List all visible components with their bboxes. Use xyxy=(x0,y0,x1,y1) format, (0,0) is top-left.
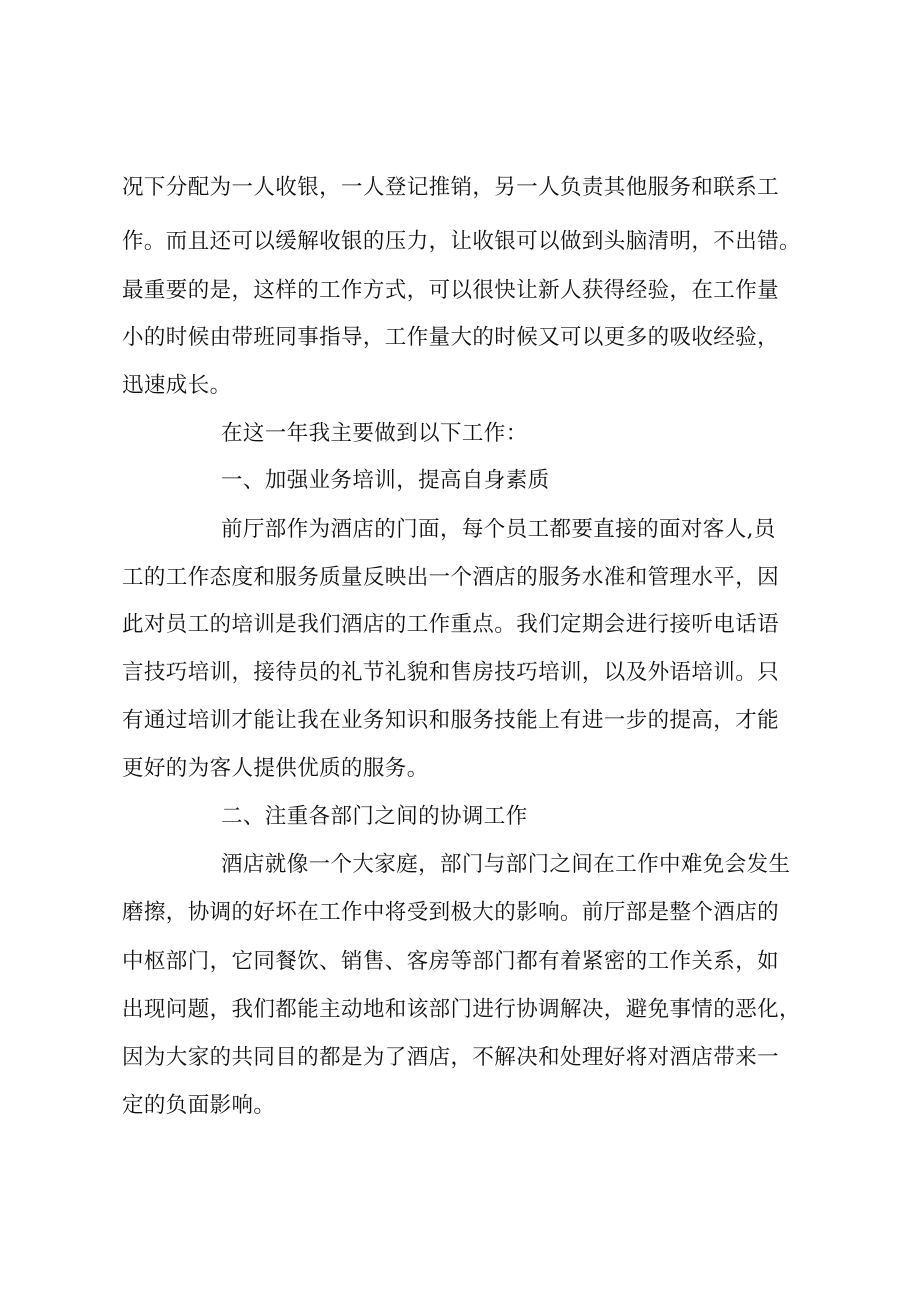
text-line: 最重要的是，这样的工作方式，可以很快让新人获得经验，在工作量 xyxy=(122,278,780,303)
text-line: 此对员工的培训是我们酒店的工作重点。我们定期会进行接听电话语 xyxy=(122,612,780,637)
text-line: 定的负面影响。 xyxy=(122,1093,276,1118)
text-line: 酒店就像一个大家庭，部门与部门之间在工作中难免会发生 xyxy=(221,852,791,877)
text-line: 更好的为客人提供优质的服务。 xyxy=(122,756,429,781)
text-line: 况下分配为一人收银，一人登记推销，另一人负责其他服务和联系工 xyxy=(122,175,780,200)
text-line: 有通过培训才能让我在业务知识和服务技能上有进一步的提高，才能 xyxy=(122,708,780,733)
text-line: 迅速成长。 xyxy=(122,373,232,398)
text-line: 因为大家的共同目的都是为了酒店，不解决和处理好将对酒店带来一 xyxy=(122,1045,780,1070)
section-heading-1: 一、加强业务培训，提高自身素质 xyxy=(221,468,550,493)
text-line: 工的工作态度和服务质量反映出一个酒店的服务水准和管理水平，因 xyxy=(122,565,780,590)
text-line: 中枢部门，它同餐饮、销售、客房等部门都有着紧密的工作关系，如 xyxy=(122,949,780,974)
text-line: 言技巧培训，接待员的礼节礼貌和售房技巧培训，以及外语培训。只 xyxy=(122,660,780,685)
text-line: 作。而且还可以缓解收银的压力，让收银可以做到头脑清明，不出错。 xyxy=(122,229,801,254)
text-line: 磨擦，协调的好坏在工作中将受到极大的影响。前厅部是整个酒店的 xyxy=(122,900,780,925)
section-intro: 在这一年我主要做到以下工作： xyxy=(221,421,528,446)
text-line: 前厅部作为酒店的门面，每个员工都要直接的面对客人,员 xyxy=(221,517,776,542)
text-line: 出现问题，我们都能主动地和该部门进行协调解决，避免事情的恶化， xyxy=(122,997,801,1022)
text-line: 小的时候由带班同事指导，工作量大的时候又可以更多的吸收经验， xyxy=(122,325,780,350)
section-heading-2: 二、注重各部门之间的协调工作 xyxy=(221,804,528,829)
